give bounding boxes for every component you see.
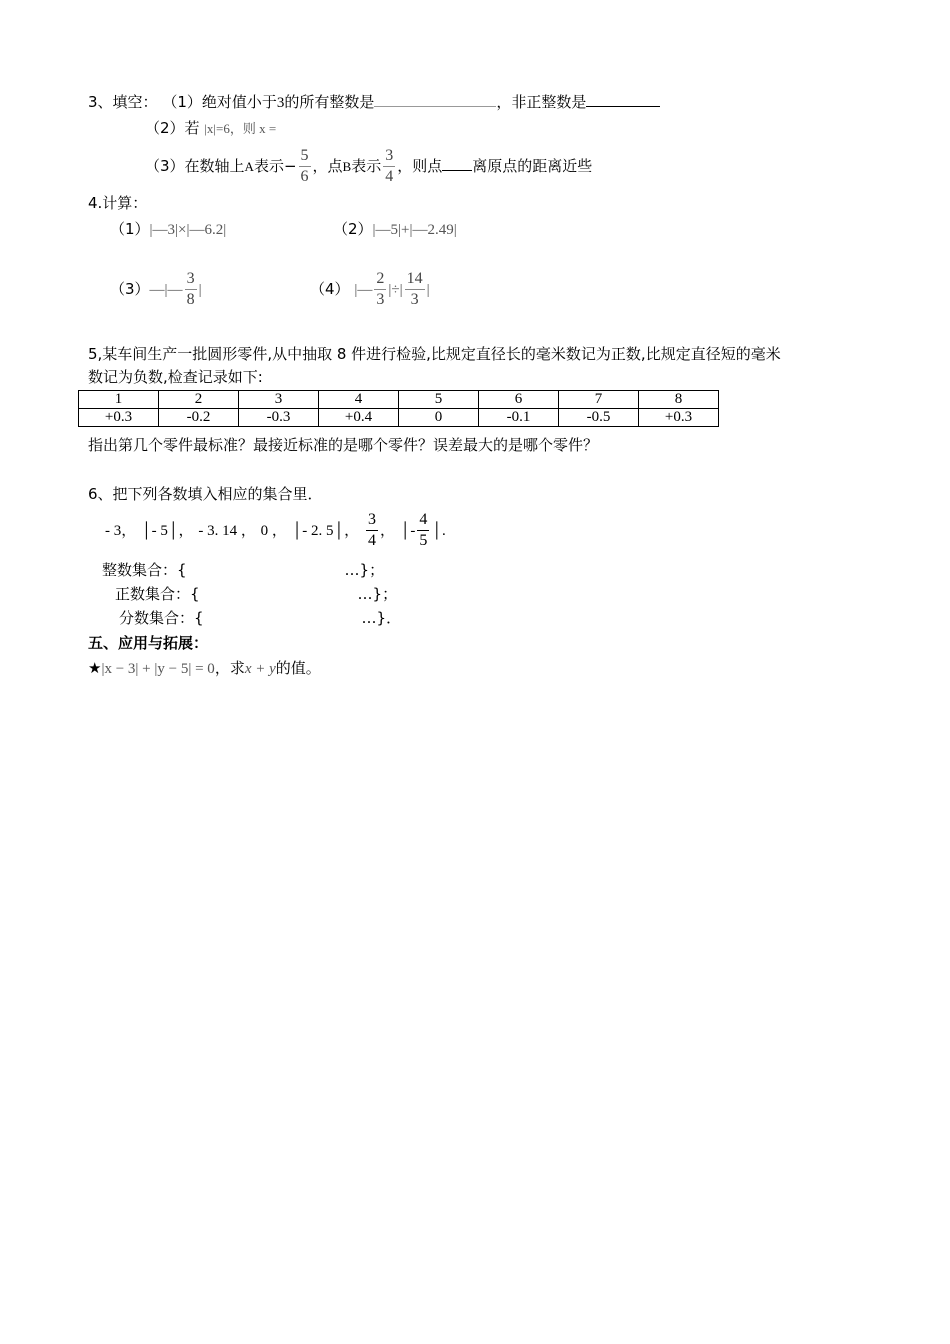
sec5-expr2: x + y: [244, 661, 276, 677]
table-cell: 3: [239, 391, 319, 409]
table-cell: 1: [79, 391, 159, 409]
q6-f2-bar: [417, 530, 429, 531]
q3-frac-5-6: [299, 147, 311, 186]
q3-p1-sep: ，非正整数是: [496, 93, 587, 111]
q6-f1-bar: [366, 530, 378, 531]
q4-p1-expr: |—3|×|—6.2|: [149, 222, 227, 238]
q6-f2-num: 4: [419, 511, 428, 528]
q4-p4-post: |: [426, 282, 430, 298]
table-cell: 2: [159, 391, 239, 409]
q3-p3-a-text: 表示−: [253, 157, 297, 175]
q6-f1-den: 4: [367, 532, 376, 549]
q3-frac1-bar: [299, 166, 311, 167]
q4-p3-post: |: [198, 282, 202, 298]
sec5-title: 五、应用与拓展：: [88, 634, 209, 652]
table-header-row: [79, 391, 719, 409]
q4-p3-num: 3: [186, 270, 195, 287]
table-cell: 5: [399, 391, 479, 409]
q4-frac-2-3: [374, 270, 386, 309]
q3-frac1-den: 6: [300, 168, 309, 185]
q3-frac2-den: 4: [385, 168, 394, 185]
q3-p3-end2: 离原点的距离近些: [472, 157, 593, 175]
q4-p3-den: 8: [186, 291, 195, 308]
table-cell: 4: [319, 391, 399, 409]
q3-p2-expr: |x|=6，则 x =: [204, 121, 277, 136]
q3-line1: [88, 92, 660, 113]
q4-p3: （3）: [110, 280, 150, 298]
q6-n3: - 3. 14 ，: [198, 523, 256, 539]
q6-set3-end: …}．: [361, 609, 402, 627]
q5-line2: 数记为负数,检查记录如下:: [88, 368, 263, 386]
table-cell: +0.4: [319, 409, 399, 427]
q6-frac-4-5: [417, 511, 429, 550]
q3-p1-num: 3: [276, 95, 285, 111]
q5-question: 指出第几个零件最标准？最接近标准的是哪个零件？误差最大的是哪个零件？: [88, 436, 599, 454]
q6-set3-label: 分数集合：{: [119, 609, 204, 627]
q3-p3-mid: ，点: [312, 157, 343, 175]
q3-p2-prefix: （2）若: [145, 119, 200, 137]
q6-n7-pre: │-: [399, 523, 416, 539]
q3-frac-3-4: [383, 147, 395, 186]
q3-p3-a: A: [244, 159, 254, 174]
q3-label: 3、填空：: [88, 93, 158, 111]
sec5-problem: [88, 658, 321, 679]
table-cell: -0.1: [479, 409, 559, 427]
q3-p1-mid: 的所有整数是: [284, 93, 375, 111]
q6-set1-end: …}；: [344, 561, 385, 579]
table-row: [79, 409, 719, 427]
q3-p1-prefix: （1）绝对值小于: [162, 93, 277, 111]
q6-n2: │- 5│，: [141, 523, 194, 539]
q4-line1: [110, 219, 226, 240]
sec5-mid: ，求: [214, 659, 245, 677]
q4-p3-pre: —|—: [149, 282, 183, 298]
q3-frac1-num: 5: [300, 147, 309, 164]
table-cell: 8: [639, 391, 719, 409]
q6-n5: │- 2. 5│，: [291, 523, 360, 539]
q6-f2-den: 5: [419, 532, 428, 549]
table-cell: 0: [399, 409, 479, 427]
q3-line3: [145, 143, 592, 190]
q3-frac2-bar: [383, 166, 395, 167]
q5-line1: 5,某车间生产一批圆形零件,从中抽取 8 件进行检验,比规定直径长的毫米数记为正数,比规定直径短的毫米: [88, 345, 781, 363]
q4-p4-bar1: [374, 289, 386, 290]
q6-set-integers: [102, 560, 384, 580]
q6-f1-num: 3: [367, 511, 376, 528]
table-cell: +0.3: [79, 409, 159, 427]
table-cell: -0.5: [559, 409, 639, 427]
q6-n4: 0 ，: [260, 523, 287, 539]
q3-frac2-num: 3: [385, 147, 394, 164]
q6-title: 6、把下列各数填入相应的集合里．: [88, 485, 323, 503]
q6-n7-post: │.: [431, 523, 446, 539]
table-cell: 7: [559, 391, 639, 409]
table-cell: -0.2: [159, 409, 239, 427]
q6-frac-3-4: [366, 511, 378, 550]
q3-blank-integers[interactable]: [374, 106, 496, 107]
q6-numbers: [105, 507, 446, 554]
q4-p4-bar2: [405, 289, 425, 290]
q6-set-positive: [115, 584, 397, 604]
q4-p4-mid: |÷|: [388, 282, 403, 298]
q4-p2: （2）: [333, 220, 373, 238]
q4-p3-bar: [185, 289, 197, 290]
q4-line2: [110, 266, 202, 313]
q3-p3-b-text: 表示: [351, 157, 382, 175]
q6-set-fractions: [119, 608, 401, 628]
q6-n1: - 3，: [105, 523, 137, 539]
q3-p3-b: B: [342, 159, 352, 174]
q4-p4-den1: 3: [376, 291, 385, 308]
q4-p4-num1: 2: [376, 270, 385, 287]
q4-p1: （1）: [110, 220, 150, 238]
q6-set1-label: 整数集合：{: [102, 561, 187, 579]
q6-set2-label: 正数集合：{: [115, 585, 200, 603]
q4-p2-expr: |—5|+|—2.49|: [372, 222, 457, 238]
q3-blank-point[interactable]: [442, 170, 472, 171]
q4-p4: （4）: [310, 280, 350, 298]
q4-frac-3-8: [185, 270, 197, 309]
q6-set2-end: …}；: [357, 585, 398, 603]
table-cell: +0.3: [639, 409, 719, 427]
table-cell: -0.3: [239, 409, 319, 427]
q4-p4-pre: |—: [354, 282, 373, 298]
inspection-table: [78, 390, 719, 427]
q3-p3-end1: ，则点: [397, 157, 443, 175]
q4-line2b: [310, 266, 430, 313]
star-icon: ★: [88, 659, 102, 677]
q4-label: 4.计算：: [88, 194, 148, 212]
sec5-end: 的值。: [275, 659, 321, 677]
q3-p3-prefix: （3）在数轴上: [145, 157, 245, 175]
sec5-expr: |x − 3| + |y − 5| = 0: [101, 661, 215, 677]
q6-n6: ，: [379, 523, 395, 539]
table-cell: 6: [479, 391, 559, 409]
q3-blank-nonpositive[interactable]: [586, 106, 660, 107]
q4-p4-num2: 14: [406, 270, 423, 287]
q4-p4-den2: 3: [410, 291, 419, 308]
q4-line1b: [333, 219, 457, 240]
q3-line2: [145, 118, 276, 139]
q4-frac-14-3: [405, 270, 425, 309]
